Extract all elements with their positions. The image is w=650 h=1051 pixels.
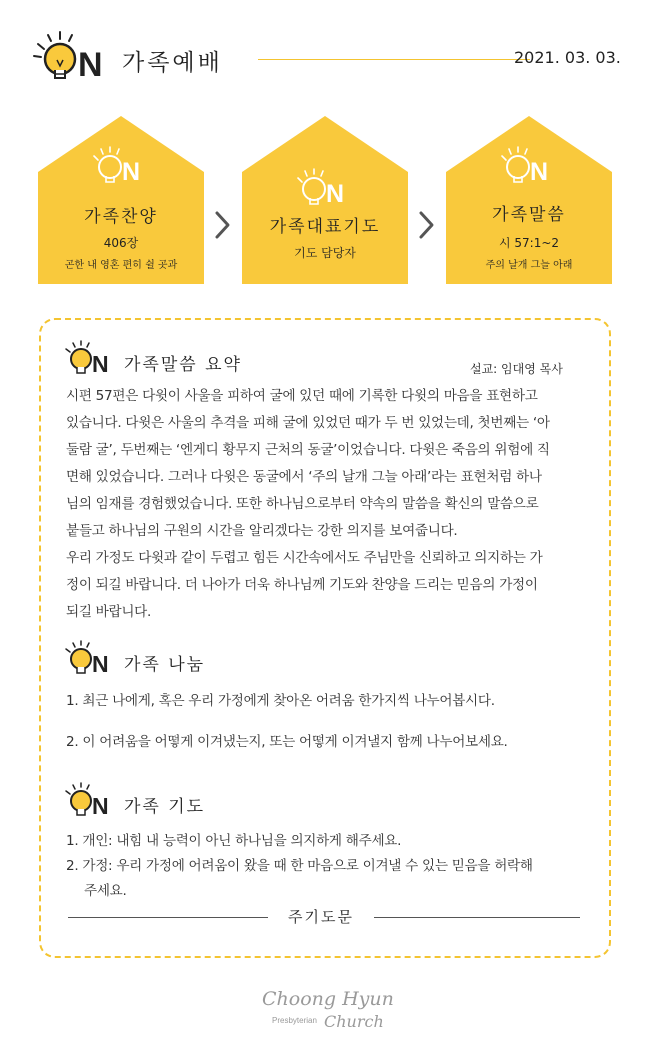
preacher-credit: 설교: 임대영 목사: [470, 362, 563, 376]
text-line: 님의 임재를 경험했었습니다. 또한 하나님으로부터 약속의 말씀을 확신의 말씀으로: [66, 496, 539, 512]
text-line: 붙들고 하나님의 구원의 시간을 알리겠다는 강한 의지를 보여줍니다.: [66, 523, 458, 539]
svg-text:Choong Hyun: Choong Hyun: [262, 988, 394, 1010]
sharing-question-1: [66, 688, 586, 715]
prayer-item-continued: 주세요.: [84, 883, 127, 899]
step-detail-secondary: 주의 날개 그늘 아래: [485, 260, 573, 271]
prayer-heading: [62, 782, 422, 822]
text-line: 시편 57편은 다윗이 사울을 피하여 굴에 있던 때에 기록한 다윗의 마음을 표현하고: [66, 388, 538, 404]
svg-text:N: N: [92, 793, 109, 819]
chevron-right-icon: [214, 210, 232, 240]
section-title: 가족 기도: [124, 797, 206, 817]
step-detail: 시 57:1~2: [498, 236, 560, 250]
chevron-right-icon: [418, 210, 436, 240]
lords-prayer-label: 주기도문: [288, 908, 354, 926]
header-divider: [258, 59, 530, 60]
bulb-logo-icon: [62, 640, 122, 680]
step-family-word: [446, 116, 612, 284]
sharing-question-2: [66, 729, 586, 756]
text-line: 1. 최근 나에게, 혹은 우리 가정에게 찾아온 어려움 한가지씩 나누어봅시다.: [66, 693, 495, 709]
step-name: 가족대표기도: [269, 217, 381, 237]
prayer-list: [66, 829, 586, 904]
svg-text:Presbyterian: Presbyterian: [272, 1016, 317, 1025]
svg-text:N: N: [78, 46, 103, 84]
sharing-heading: [62, 640, 422, 680]
step-detail-secondary: 곤한 내 영혼 편히 쉴 곳과: [64, 260, 178, 271]
svg-text:N: N: [92, 651, 109, 677]
step-family-hymn: [38, 116, 204, 284]
step-detail: 406장: [103, 236, 139, 250]
step-detail: 기도 담당자: [294, 246, 356, 260]
page-title: 가족예배: [122, 50, 223, 76]
svg-text:N: N: [122, 158, 141, 186]
header: [30, 30, 620, 90]
bulb-logo-icon: [62, 782, 122, 822]
church-logo: [250, 985, 400, 1033]
text-line: 우리 가정도 다윗과 같이 두렵고 힘든 시간속에서도 주님만을 신뢰하고 의지하는 가: [66, 550, 543, 566]
bulb-logo-icon: [30, 30, 120, 90]
text-line: 둘람 굴’, 두번째는 ‘엔게디 황무지 근처의 동굴’이었습니다. 다윗은 죽음의 위험에 직: [66, 442, 550, 458]
bulb-logo-icon: [62, 340, 122, 380]
section-title: 가족말씀 요약: [124, 355, 242, 375]
footer-divider-left: [68, 917, 268, 918]
step-name: 가족말씀: [492, 205, 566, 225]
svg-text:N: N: [326, 180, 345, 208]
bulb-logo-icon: [88, 146, 154, 190]
step-family-prayer: [242, 116, 408, 284]
text-line: 정이 되길 바랍니다. 더 나아가 더욱 하나님께 기도와 찬양을 드리는 믿음의 가정이: [66, 577, 538, 593]
svg-text:N: N: [92, 351, 109, 377]
bulb-logo-icon: [292, 168, 358, 212]
summary-body: [66, 383, 586, 626]
prayer-item: 2. 가정: 우리 가정에 어려움이 왔을 때 한 마음으로 이겨낼 수 있는 믿음을 허락해: [66, 858, 533, 874]
section-title: 가족 나눔: [124, 655, 206, 675]
svg-text:N: N: [530, 158, 549, 186]
bulb-logo-icon: [496, 146, 562, 190]
svg-text:Church: Church: [324, 1012, 384, 1031]
text-line: 있습니다. 다윗은 사울의 추격을 피해 굴에 있었던 때가 두 번 있었는데, 첫번째는 ‘아: [66, 415, 550, 431]
step-name: 가족찬양: [84, 207, 158, 227]
text-line: 면해 있었습니다. 그러나 다윗은 동굴에서 ‘주의 날개 그늘 아래’라는 표현처럼 하나: [66, 469, 542, 485]
summary-heading: [62, 340, 422, 380]
text-line: 되길 바랍니다.: [66, 604, 152, 620]
text-line: 2. 이 어려움을 어떻게 이겨냈는지, 또는 어떻게 이겨낼지 함께 나누어보세요.: [66, 734, 508, 750]
footer-divider-right: [374, 917, 580, 918]
worship-date: 2021. 03. 03.: [514, 48, 621, 67]
prayer-item: 1. 개인: 내힘 내 능력이 아닌 하나님을 의지하게 해주세요.: [66, 833, 402, 849]
